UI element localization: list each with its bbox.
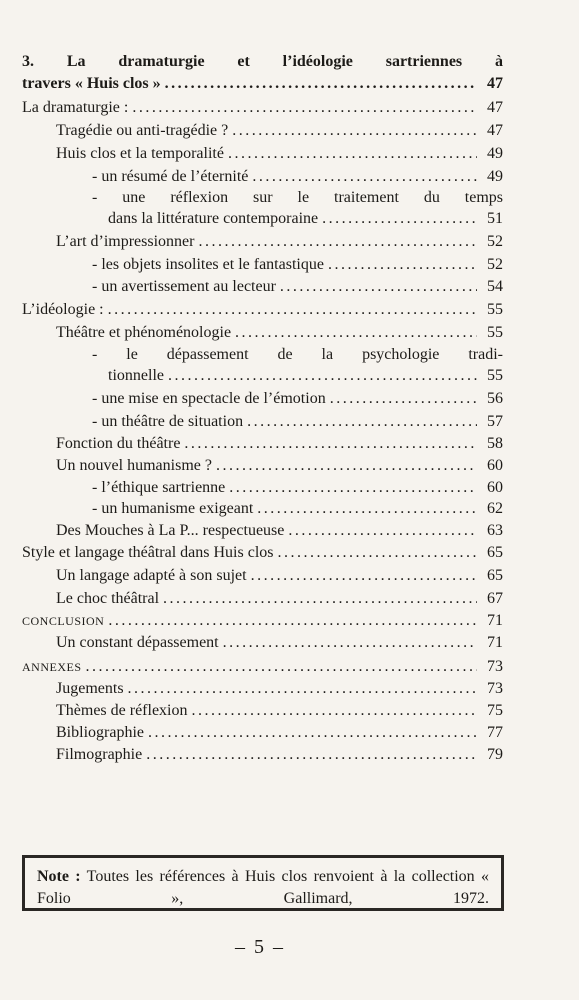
toc-entry [56, 633, 503, 653]
toc-entry-label: Jugements [56, 680, 124, 697]
toc-entry-label: Fonction du théâtre [56, 435, 181, 452]
toc-leader-dots [257, 499, 477, 519]
toc-leader-dots [228, 144, 477, 164]
toc-entry [56, 745, 503, 765]
toc-leader-dots [86, 657, 478, 677]
toc-leader-dots [288, 521, 477, 541]
toc-entry-label: Un nouvel humanisme ? [56, 457, 212, 474]
toc-entry [92, 345, 503, 365]
toc-leader-dots [216, 456, 477, 476]
toc-entry [22, 52, 503, 72]
note-text: Toutes les références à Huis clos renvoient à la collection « Folio », Gallimard, 1972. [37, 868, 490, 907]
toc-entry-label: - un humanisme exigeant [92, 500, 254, 517]
toc-page-number: 71 [487, 612, 503, 629]
toc-page-number: 57 [487, 413, 503, 430]
toc-leader-dots [232, 121, 477, 141]
toc-page-number: 60 [487, 479, 503, 496]
toc-leader-dots [198, 232, 477, 252]
toc-entry [56, 323, 503, 343]
toc-entry [92, 412, 503, 432]
toc-entry [56, 521, 503, 541]
toc-entry-label: Un langage adapté à son sujet [56, 567, 247, 584]
toc-entry [56, 679, 503, 699]
toc-leader-dots [235, 323, 477, 343]
toc-page-number: 73 [487, 658, 503, 675]
toc-leader-dots [330, 389, 477, 409]
toc-page-number: 63 [487, 522, 503, 539]
toc-entry [56, 434, 503, 454]
toc-entry [92, 277, 503, 297]
toc-entry [56, 701, 503, 721]
toc-leader-dots [128, 679, 477, 699]
toc-entry-label: Bibliographie [56, 724, 144, 741]
toc-entry [22, 300, 503, 320]
toc-entry-label: travers « Huis clos » [22, 75, 161, 92]
toc-entry-label: Un constant dépassement [56, 634, 219, 651]
toc-leader-dots [146, 745, 477, 765]
toc-leader-dots [328, 255, 477, 275]
toc-entry-label: La dramaturgie : [22, 99, 129, 116]
toc-entry [22, 98, 503, 118]
toc-entry [108, 209, 503, 229]
toc-entry-label: ANNEXES [22, 660, 82, 674]
toc-entry-label: Théâtre et phénoménologie [56, 324, 232, 341]
toc-entry [56, 144, 503, 164]
toc-entry [56, 723, 503, 743]
toc-page-number: 73 [487, 680, 503, 697]
toc-entry [22, 657, 503, 677]
toc-page-number: 56 [487, 390, 503, 407]
toc-page-number: 47 [487, 99, 503, 116]
toc-page-number: 47 [487, 75, 503, 92]
toc-entry-label: - l’éthique sartrienne [92, 479, 226, 496]
toc-entry-label: - un avertissement au lecteur [92, 278, 276, 295]
toc-entry-label: Huis clos et la temporalité [56, 145, 224, 162]
toc-entry [92, 478, 503, 498]
toc-leader-dots [165, 74, 477, 94]
toc-page-number: 49 [487, 168, 503, 185]
toc-page-number: 52 [487, 233, 503, 250]
toc-page-number: 77 [487, 724, 503, 741]
toc-entry-label: dans la littérature contemporaine [108, 210, 319, 227]
toc-entry-label: tionnelle [108, 367, 164, 384]
toc-entry-label: Style et langage théâtral dans Huis clos [22, 544, 274, 561]
toc-leader-dots [148, 723, 477, 743]
toc-leader-dots [223, 633, 477, 653]
toc-leader-dots [229, 478, 477, 498]
note-box [22, 855, 504, 911]
toc-entry [108, 366, 503, 386]
note-label: Note : [37, 868, 81, 885]
toc-leader-dots [247, 412, 477, 432]
toc-page-number: 65 [487, 544, 503, 561]
toc-page-number: 47 [487, 122, 503, 139]
toc-entry-label: Tragédie ou anti-tragédie ? [56, 122, 229, 139]
toc-entry-label: - le dépassement de la psychologie tradi- [92, 346, 503, 363]
toc-entry [92, 389, 503, 409]
toc-leader-dots [108, 300, 477, 320]
toc-entry [56, 232, 503, 252]
toc-entry-label: - les objets insolites et le fantastique [92, 256, 324, 273]
toc-entry-label: L’idéologie : [22, 301, 104, 318]
toc-entry-label: - un résumé de l’éternité [92, 168, 249, 185]
toc-page-number: 58 [487, 435, 503, 452]
toc-page-number: 67 [487, 590, 503, 607]
toc-entry-label: CONCLUSION [22, 614, 105, 628]
toc-entry [56, 589, 503, 609]
toc-entry [56, 456, 503, 476]
toc-page-number: 55 [487, 301, 503, 318]
toc-page-number: 55 [487, 324, 503, 341]
toc-entry [22, 543, 503, 563]
toc-entry-label: Filmographie [56, 746, 143, 763]
toc-entry [22, 611, 503, 631]
toc-entry-label: - un théâtre de situation [92, 413, 244, 430]
toc-page-number: 79 [487, 746, 503, 763]
toc-page-number: 54 [487, 278, 503, 295]
toc-entry [92, 499, 503, 519]
page-number: – 5 – [235, 936, 285, 958]
toc-entry [56, 121, 503, 141]
toc-entry-label: - une mise en spectacle de l’émotion [92, 390, 326, 407]
toc-leader-dots [163, 589, 477, 609]
toc-page-number: 65 [487, 567, 503, 584]
toc-leader-dots [251, 566, 477, 586]
toc-leader-dots [168, 366, 477, 386]
toc-entry-label: 3. La dramaturgie et l’idéologie sartriennes à [22, 53, 503, 70]
toc-page-number: 75 [487, 702, 503, 719]
toc-leader-dots [184, 434, 477, 454]
toc-leader-dots [277, 543, 477, 563]
toc-page-number: 51 [487, 210, 503, 227]
toc-leader-dots [322, 209, 477, 229]
toc-page-number: 60 [487, 457, 503, 474]
toc-entry [92, 167, 503, 187]
toc-page-number: 62 [487, 500, 503, 517]
toc-entry [92, 255, 503, 275]
toc-entry-label: L’art d’impressionner [56, 233, 195, 250]
toc-page-number: 55 [487, 367, 503, 384]
toc-page-number: 52 [487, 256, 503, 273]
toc-leader-dots [252, 167, 477, 187]
toc-entry [22, 74, 503, 94]
toc-leader-dots [132, 98, 477, 118]
toc-entry [56, 566, 503, 586]
toc-page-number: 49 [487, 145, 503, 162]
toc-entry [92, 188, 503, 208]
toc-entry-label: Thèmes de réflexion [56, 702, 188, 719]
toc-entry-label: Des Mouches à La P... respectueuse [56, 522, 285, 539]
toc-entry-label: Le choc théâtral [56, 590, 160, 607]
toc-leader-dots [280, 277, 477, 297]
toc-page-number: 71 [487, 634, 503, 651]
toc-entry-label: - une réflexion sur le traitement du temps [92, 189, 503, 206]
toc-leader-dots [192, 701, 478, 721]
toc-leader-dots [108, 611, 477, 631]
